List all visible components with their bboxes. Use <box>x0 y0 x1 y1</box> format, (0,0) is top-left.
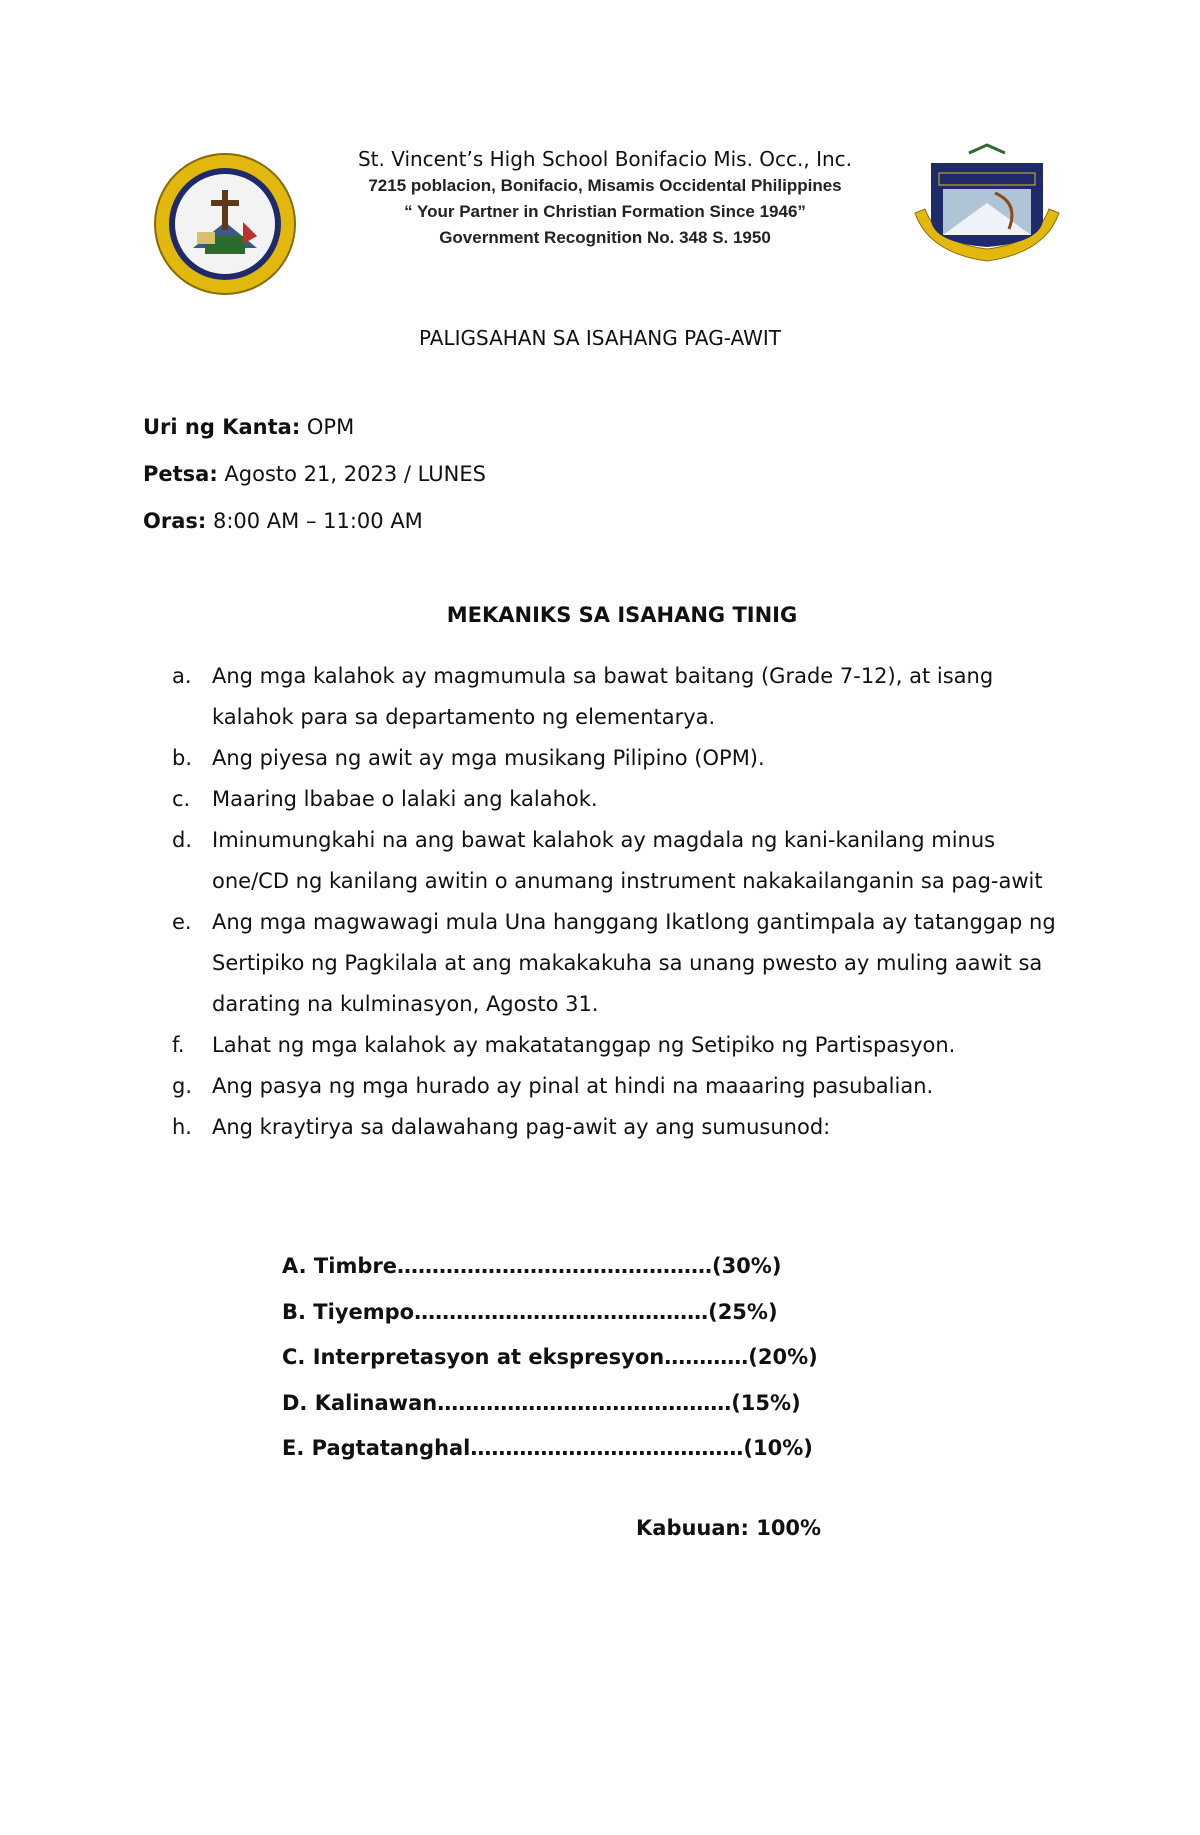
school-header <box>310 146 900 251</box>
item-letter: h. <box>172 1115 192 1139</box>
criteria-item-interpretasyon: C. Interpretasyon at ekspresyon…………(20%) <box>282 1345 818 1369</box>
item-letter: c. <box>172 787 191 811</box>
list-item <box>172 656 1072 738</box>
item-letter: f. <box>172 1033 185 1057</box>
item-letter: e. <box>172 910 192 934</box>
info-label: Uri ng Kanta: <box>143 415 301 439</box>
mechanics-list <box>172 656 1072 1148</box>
list-item <box>172 1066 1072 1107</box>
list-item <box>172 1107 1072 1148</box>
criteria-item-kalinawan: D. Kalinawan……………………………………(15%) <box>282 1390 801 1415</box>
info-value: Agosto 21, 2023 / LUNES <box>217 462 486 486</box>
info-label: Oras: <box>143 509 207 533</box>
list-item <box>172 1025 1072 1066</box>
list-item <box>172 779 1072 820</box>
school-seal-logo <box>153 152 297 296</box>
info-date <box>143 462 486 486</box>
item-text: Ang pasya ng mga hurado ay pinal at hindi na maaaring pasubalian. <box>212 1074 934 1098</box>
item-text: Ang mga magwawagi mula Una hanggang Ikatlong gantimpala ay tatanggap ng Sertipiko ng Pagkilala at ang makakakuha sa unang pwesto ay muling aawit sa darating na kulminasyon, Agosto 31. <box>212 910 1056 1016</box>
school-motto: “ Your Partner in Christian Formation Since 1946” <box>404 202 806 221</box>
item-letter: g. <box>172 1074 193 1098</box>
school-address: 7215 poblacion, Bonifacio, Misamis Occidental Philippines <box>368 176 842 195</box>
item-letter: b. <box>172 746 193 770</box>
list-item <box>172 902 1072 1025</box>
archdiocesan-seal-logo <box>909 143 1065 263</box>
item-letter: d. <box>172 828 193 852</box>
item-text: Ang kraytirya sa dalawahang pag-awit ay ang sumusunod: <box>212 1115 831 1139</box>
document-title: PALIGSAHAN SA ISAHANG PAG-AWIT <box>419 326 781 350</box>
item-text: Maaring lbabae o lalaki ang kalahok. <box>212 787 598 811</box>
criteria-item-tiyempo: B. Tiyempo……………………………………(25%) <box>282 1299 778 1324</box>
item-letter: a. <box>172 664 192 688</box>
criteria-list <box>282 1244 818 1472</box>
item-text: Ang piyesa ng awit ay mga musikang Pilipino (OPM). <box>212 746 765 770</box>
list-item <box>172 738 1072 779</box>
info-value: 8:00 AM – 11:00 AM <box>206 509 423 533</box>
item-text: Iminumungkahi na ang bawat kalahok ay magdala ng kani-kanilang minus one/CD ng kanilang awitin o anumang instrument nakakailanganin sa pag-awit <box>212 828 1043 893</box>
total-score: Kabuuan: 100% <box>636 1516 822 1540</box>
item-text: Lahat ng mga kalahok ay makatatanggap ng Setipiko ng Partispasyon. <box>212 1033 956 1057</box>
school-name: St. Vincent’s High School Bonifacio Mis. Occ., Inc. <box>357 147 853 171</box>
info-song-type <box>143 415 354 439</box>
list-item <box>172 820 1072 902</box>
item-text: Ang mga kalahok ay magmumula sa bawat baitang (Grade 7-12), at isang kalahok para sa departamento ng elementarya. <box>212 664 994 729</box>
government-recognition: Government Recognition No. 348 S. 1950 <box>439 228 771 247</box>
criteria-item-pagtatanghal: E. Pagtatanghal…………………………………(10%) <box>282 1436 813 1460</box>
info-value: OPM <box>300 415 355 439</box>
info-time <box>143 509 423 533</box>
criteria-item-timbre: A. Timbre………………………………………(30%) <box>282 1254 782 1278</box>
info-label: Petsa: <box>143 462 218 486</box>
mechanics-title: MEKANIKS SA ISAHANG TINIG <box>446 603 798 627</box>
